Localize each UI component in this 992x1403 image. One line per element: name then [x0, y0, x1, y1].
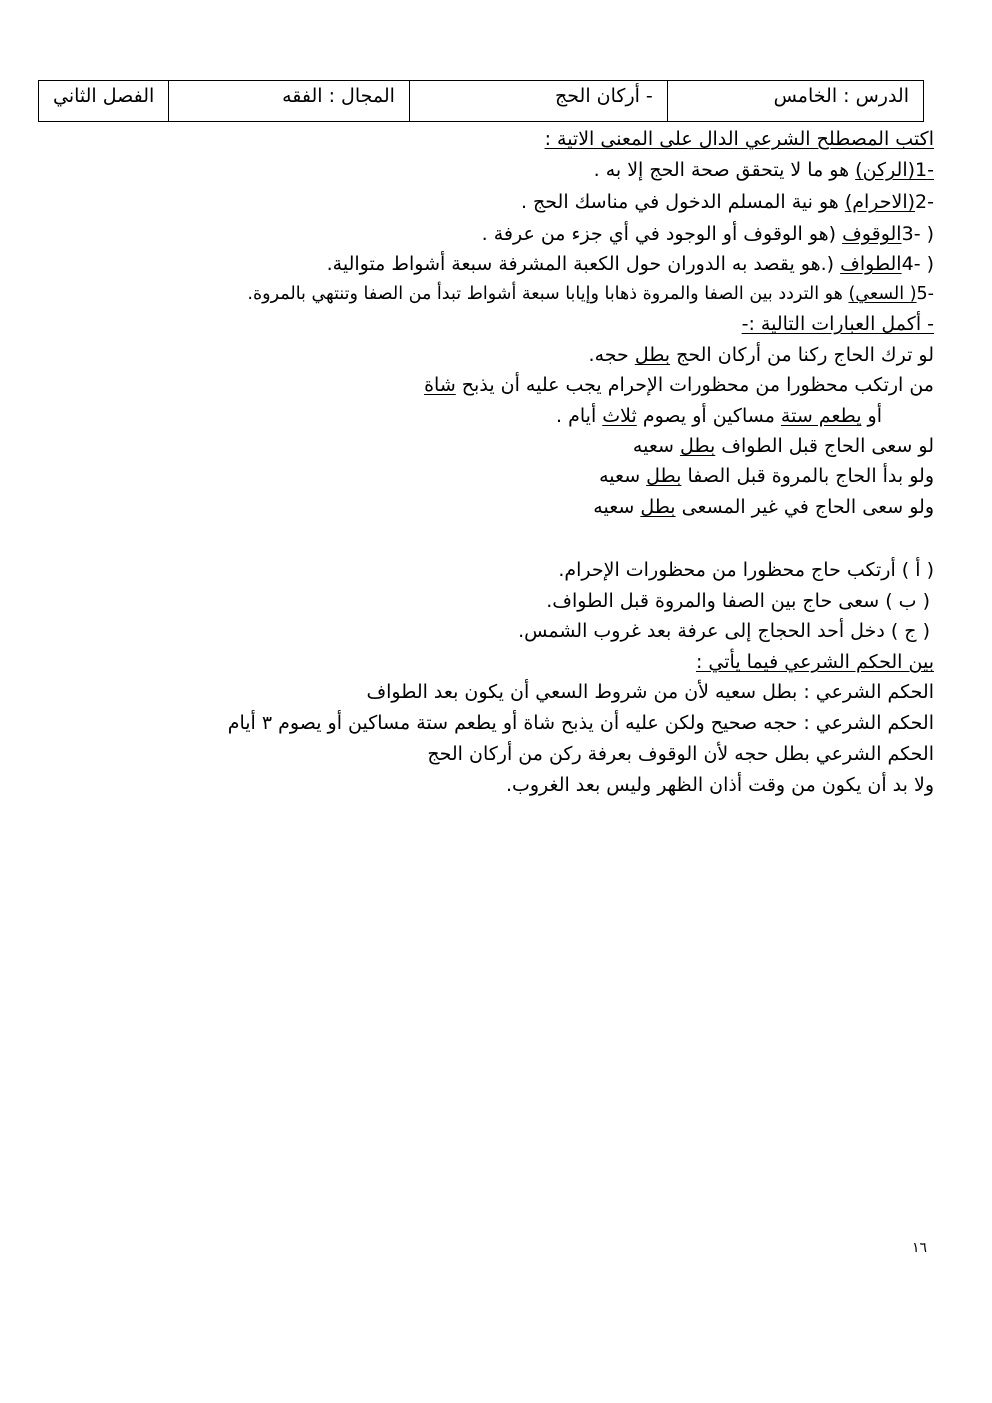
answer-line: الحكم الشرعي : حجه صحيح ولكن عليه أن يذبح شاة أو يطعم ستة مساكين أو يصوم ٣ أيام [227, 712, 934, 734]
completion-line: أو يطعم ستة مساكين أو يصوم ثلاث أيام . [556, 405, 882, 427]
answer-line: الحكم الشرعي بطل حجه لأن الوقوف بعرفة ركن من أركان الحج [427, 743, 934, 765]
topic-cell: - أركان الحج [409, 81, 667, 122]
definition-item: ( -4الطواف (.هو يقصد به الدوران حول الكعبة المشرفة سبعة أشواط متوالية. [326, 253, 934, 275]
case-item: ( أ ) أرتكب حاج محظورا من محظورات الإحرام. [558, 559, 934, 581]
page-number: ١٦ [912, 1240, 928, 1256]
section3-title: بين الحكم الشرعي فيما يأتي : [695, 651, 934, 673]
header-table [38, 80, 924, 122]
definition-item: -1(الركن) هو ما لا يتحقق صحة الحج إلا به . [593, 159, 934, 181]
definition-item: -2(الاحرام) هو نية المسلم الدخول في مناسك الحج . [520, 191, 934, 213]
answer-line: الحكم الشرعي : بطل سعيه لأن من شروط السعي أن يكون بعد الطواف [366, 681, 934, 703]
section1-title: اكتب المصطلح الشرعي الدال على المعنى الاتية : [544, 128, 934, 150]
field-cell: المجال : الفقه [169, 81, 410, 122]
completion-line: ولو بدأ الحاج بالمروة قبل الصفا بطل سعيه [599, 465, 934, 487]
lesson-cell: الدرس : الخامس [667, 81, 923, 122]
definition-item: ( -3الوقوف (هو الوقوف أو الوجود في أي جزء من عرفة . [481, 223, 934, 245]
completion-line: ولو سعى الحاج في غير المسعى بطل سعيه [593, 496, 934, 518]
answer-line: ولا بد أن يكون من وقت أذان الظهر وليس بعد الغروب. [505, 774, 934, 796]
completion-line: لو ترك الحاج ركنا من أركان الحج بطل حجه. [588, 344, 934, 366]
completion-line: لو سعى الحاج قبل الطواف بطل سعيه [632, 435, 934, 457]
case-item: ( ب ) سعى حاج بين الصفا والمروة قبل الطواف. [546, 590, 930, 612]
case-item: ( ج ) دخل أحد الحجاج إلى عرفة بعد غروب الشمس. [518, 620, 930, 642]
term-cell: الفصل الثاني [39, 81, 169, 122]
section2-title: - أكمل العبارات التالية :- [741, 313, 934, 335]
definition-item: -5( السعي) هو التردد بين الصفا والمروة ذهابا وإيابا سبعة أشواط تبدأ من الصفا وتنتهي بالمروة. [247, 284, 934, 304]
completion-line: من ارتكب محظورا من محظورات الإحرام يجب عليه أن يذبح شاة [424, 374, 934, 396]
